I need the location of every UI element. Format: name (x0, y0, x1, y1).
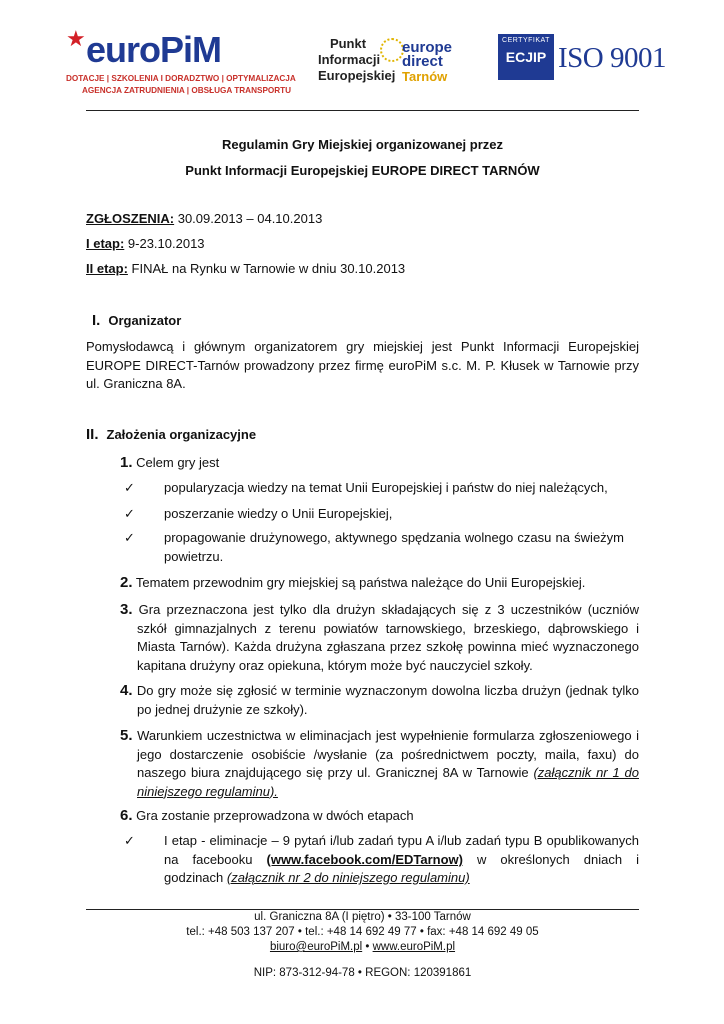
checkmark-icon: ✓ (124, 480, 135, 495)
list-item-5 (120, 727, 639, 801)
item-number: 2. (120, 574, 133, 591)
section-1-number: I. (92, 312, 101, 329)
ed-word-europe: europe (402, 39, 453, 56)
goal-item-2 (124, 505, 639, 524)
separator: • (362, 941, 373, 953)
website-link[interactable]: www.euroPiM.pl (372, 941, 456, 953)
registration-value: 30.09.2013 – 04.10.2013 (174, 211, 323, 226)
item-text: Celem gry jest (136, 455, 220, 470)
section-1-title: Organizator (108, 313, 182, 328)
footer-address: ul. Graniczna 8A (I piętro) • 33-100 Tarnów (254, 911, 471, 923)
footer-phones: tel.: +48 503 137 207 • tel.: +48 14 692 49 77 • fax: +48 14 692 49 05 (186, 926, 539, 938)
goal-text: popularyzacja wiedzy na temat Unii Europejskiej i państw do niej należących, (164, 480, 608, 495)
attachment-reference: (załącznik nr 1 do niniejszego regulaminu). (137, 765, 639, 799)
section-2-title: Założenia organizacyjne (106, 427, 257, 442)
list-item-2 (120, 574, 639, 593)
list-item-3 (120, 601, 639, 675)
stage-1-text: I etap - eliminacje – 9 pytań i/lub zadań typu A i/lub zadań typu B opublikowanych na facebooku (164, 833, 639, 867)
ed-word-tarnow: Tarnów (402, 69, 448, 84)
registration-label: ZGŁOSZENIA: (86, 211, 175, 226)
document-title-line-2: Punkt Informacji Europejskiej EUROPE DIRECT TARNÓW (185, 163, 540, 178)
item-text: Warunkiem uczestnictwa w eliminacjach jest wypełnienie formularza zgłoszeniowego i jego dostarczenie osobiście /wysłanie (za pośrednictwem poczty, maila, faxu) do naszego biura znajdującego się przy ul. Granicznej 8A w Tarnowie (137, 728, 639, 780)
stage-2-value: FINAŁ na Rynku w Tarnowie w dniu 30.10.2013 (127, 261, 406, 276)
stage-1-text-continued: w określonych dniach i godzinach (164, 851, 639, 885)
section-2-heading (86, 426, 256, 445)
item-text: Do gry może się zgłosić w terminie wyznaczonym dowolna liczba drużyn (jednak tylko po jednej drużynie ze szkoły). (136, 683, 639, 717)
section-2-number: II. (86, 426, 99, 443)
ecjip-label: ECJIP (505, 49, 547, 65)
list-item-6 (120, 807, 639, 826)
stage-1-value: 9-23.10.2013 (124, 236, 205, 251)
iso-certificate-logo (498, 34, 666, 84)
europim-tagline-1: DOTACJE | SZKOLENIA I DORADZTWO | OPTYMALIZACJA (66, 74, 296, 83)
item-text: Tematem przewodnim gry miejskiej są państwa należące do Unii Europejskiej. (135, 575, 586, 590)
checkmark-icon: ✓ (124, 833, 135, 848)
footer-registration: NIP: 873-312-94-78 • REGON: 120391861 (253, 967, 472, 979)
pie-label-line-1: Punkt (329, 36, 367, 51)
email-link[interactable]: biuro@euroPiM.pl (269, 941, 363, 953)
checkmark-icon: ✓ (124, 506, 135, 521)
list-item-4 (120, 682, 639, 719)
item-number: 4. (120, 682, 133, 699)
star-icon: ★ (66, 26, 86, 51)
stage-1-dates (86, 235, 639, 254)
ed-word-direct: direct (402, 53, 443, 70)
facebook-link[interactable]: (www.facebook.com/EDTarnow) (266, 851, 463, 867)
europim-brand: euroPiM (86, 29, 222, 70)
ecjip-badge (498, 34, 554, 80)
attachment-reference: (załącznik nr 2 do niniejszego regulaminu) (226, 870, 470, 885)
item-text: Gra przeznaczona jest tylko dla drużyn składających się z 3 uczestników (uczniów szkół gimnazjalnych z terenu powiatów tarnowskiego, brzeskiego, dąbrowskiego i Miasta Tarnów). Każda drużyna zgłaszana przez szkołę powinna mieć wyznaczonego kapitana drużyny oraz opiekuna, którym może być nauczyciel szkoły. (137, 602, 639, 673)
item-text: Gra zostanie przeprowadzona w dwóch etapach (136, 808, 414, 823)
document-title-line-1: Regulamin Gry Miejskiej organizowanej przez (221, 137, 504, 152)
checkmark-icon: ✓ (124, 530, 135, 545)
goal-text: poszerzanie wiedzy o Unii Europejskiej, (164, 506, 393, 521)
stage-2-dates (86, 260, 639, 279)
eu-stars-icon (380, 38, 404, 62)
stage-2-label: II etap: (86, 261, 128, 276)
goal-text: propagowanie drużynowego, aktywnego spędzania wolnego czasu na świeżym powietrzu. (164, 530, 624, 564)
item-number: 1. (120, 454, 133, 471)
item-number: 6. (120, 807, 133, 824)
certificate-label: CERTYFIKAT (502, 37, 550, 44)
goal-item-3 (124, 529, 624, 566)
stage-1-label: I etap: (86, 236, 125, 251)
goal-item-1 (124, 479, 639, 498)
pie-label-line-3: Europejskiej (318, 68, 396, 83)
registration-dates (86, 210, 639, 229)
europim-logo (66, 26, 296, 108)
pie-label-line-2: Informacji (318, 52, 381, 67)
iso-9001-label: ISO 9001 (558, 42, 666, 74)
footer-contact (86, 940, 639, 956)
section-1-body: Pomysłodawcą i głównym organizatorem gry miejskiej jest Punkt Informacji Europejskiej EUROPE DIRECT-Tarnów prowadzony przez firmę euroPiM s.c. M. P. Kłusek w Tarnowie przy ul. Graniczna 8A. (86, 339, 639, 391)
item-number: 5. (120, 727, 133, 744)
list-item-1 (120, 454, 639, 473)
stage-1-item (124, 832, 639, 888)
europe-direct-logo (318, 30, 458, 100)
section-1-heading (92, 312, 181, 331)
header-divider (86, 110, 639, 111)
pie-label (318, 36, 396, 84)
europim-tagline-2: AGENCJA ZATRUDNIENIA | OBSŁUGA TRANSPORTU (82, 86, 292, 95)
item-number: 3. (120, 601, 133, 618)
